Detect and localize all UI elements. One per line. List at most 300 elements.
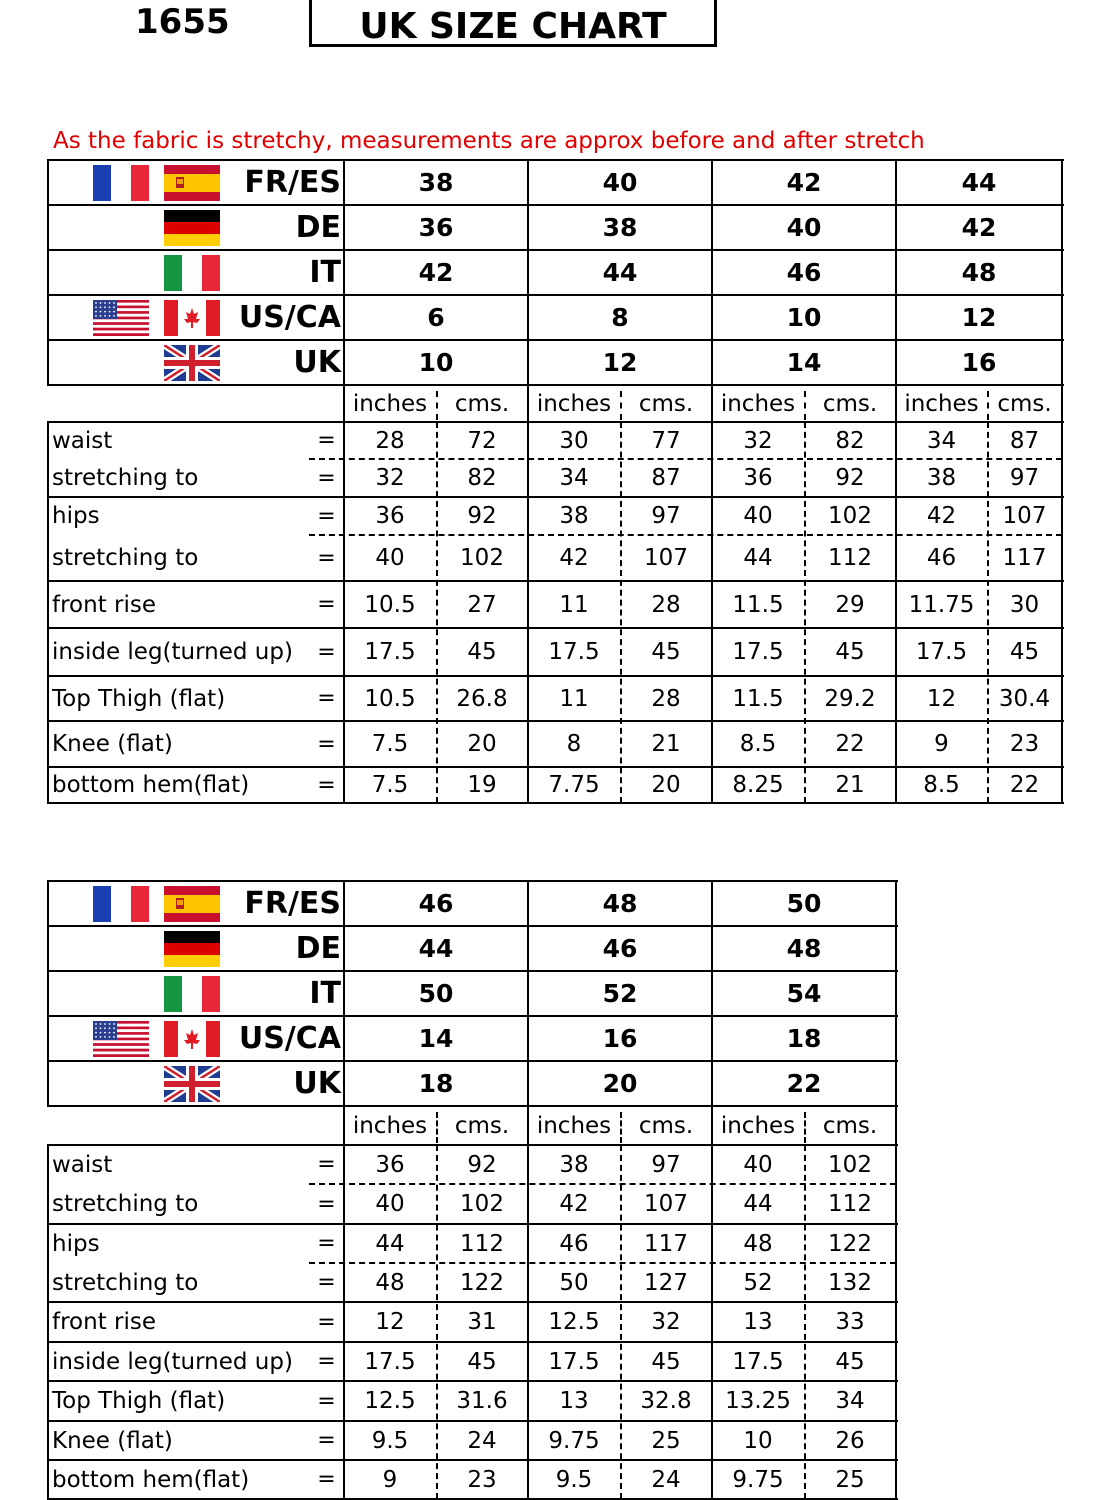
grid-line — [47, 339, 1064, 341]
inches-value: 13 — [743, 1309, 773, 1335]
size-value: 22 — [786, 1069, 822, 1098]
inches-value: 36 — [375, 1151, 405, 1178]
inches-value: 52 — [743, 1269, 773, 1296]
cms-value: 33 — [835, 1309, 865, 1335]
grid-line — [895, 421, 897, 803]
cms-value: 32 — [651, 1309, 681, 1335]
grid-line — [343, 159, 345, 386]
inches-value: 38 — [926, 465, 957, 491]
cms-value: 45 — [1009, 639, 1040, 665]
size-value: 10 — [786, 303, 822, 332]
grid-line — [47, 580, 1064, 582]
inches-value: 8 — [566, 731, 582, 757]
cms-value: 45 — [467, 1348, 497, 1375]
size-value: 48 — [602, 889, 638, 918]
inches-value: 30 — [559, 427, 589, 454]
size-value: 20 — [602, 1069, 638, 1098]
cms-value: 34 — [835, 1388, 865, 1414]
cms-value: 23 — [1009, 731, 1040, 757]
measurement-label: front rise — [52, 1309, 157, 1335]
grid-line — [47, 880, 49, 1107]
cms-value: 23 — [467, 1466, 497, 1493]
size-value: 52 — [602, 979, 638, 1008]
cms-value: 28 — [651, 685, 681, 712]
grid-line — [1061, 385, 1063, 422]
cms-value: 24 — [651, 1466, 681, 1493]
inches-value: 7.75 — [548, 772, 600, 798]
inches-value: 44 — [743, 545, 773, 571]
grid-line — [47, 1060, 898, 1062]
measurement-label: hips — [52, 1230, 100, 1257]
uk-flag-icon — [164, 345, 220, 381]
size-value: 40 — [786, 213, 822, 242]
size-value: 36 — [418, 213, 454, 242]
grid-line — [711, 1106, 713, 1145]
equals-sign: = — [317, 639, 336, 665]
country-label: IT — [309, 976, 341, 1011]
cms-value: 127 — [644, 1269, 688, 1296]
size-value: 8 — [611, 303, 629, 332]
canada-flag-icon — [164, 1021, 220, 1057]
cms-value: 22 — [835, 731, 865, 757]
spain-flag-icon — [164, 886, 220, 922]
cms-value: 26 — [835, 1427, 865, 1454]
grid-line — [527, 159, 529, 386]
inches-value: 32 — [375, 465, 405, 491]
inches-value: 42 — [559, 1191, 589, 1217]
grid-line — [47, 421, 49, 803]
cms-value: 92 — [467, 503, 497, 529]
column-divider — [987, 422, 989, 803]
inches-value: 12 — [375, 1309, 405, 1335]
grid-line — [527, 1144, 529, 1499]
cms-value: 30.4 — [998, 685, 1051, 712]
cms-value: 25 — [835, 1466, 865, 1493]
cms-value: 26.8 — [456, 685, 508, 712]
inches-value: 10 — [743, 1427, 773, 1454]
grid-line — [895, 159, 897, 386]
grid-line — [711, 1144, 713, 1499]
unit-header-inches: inches — [536, 390, 612, 417]
cms-value: 97 — [651, 1151, 681, 1178]
inches-value: 11.5 — [732, 591, 784, 618]
grid-line — [711, 880, 713, 1107]
size-value: 42 — [418, 258, 454, 287]
inches-value: 17.5 — [732, 1348, 784, 1375]
country-label: US/CA — [238, 300, 341, 335]
cms-value: 107 — [1002, 503, 1047, 529]
uk-flag-icon — [164, 1066, 220, 1102]
inches-value: 8.25 — [732, 772, 784, 798]
france-flag-icon — [93, 886, 149, 922]
equals-sign: = — [317, 686, 336, 711]
column-divider — [804, 1145, 806, 1499]
grid-line — [47, 249, 1064, 251]
cms-value: 21 — [651, 731, 681, 757]
grid-line — [895, 880, 897, 1107]
unit-header-inches: inches — [536, 1112, 612, 1139]
equals-sign: = — [317, 1309, 336, 1335]
inches-value: 38 — [559, 1151, 589, 1178]
grid-line — [47, 1144, 49, 1499]
inches-value: 32 — [743, 427, 773, 454]
cms-value: 97 — [651, 503, 681, 529]
cms-value: 102 — [828, 1151, 872, 1178]
inches-value: 17.5 — [732, 639, 784, 665]
column-divider — [804, 391, 806, 420]
unit-header-inches: inches — [352, 1112, 428, 1139]
cms-value: 21 — [835, 772, 865, 798]
grid-line — [343, 1106, 345, 1145]
cms-value: 32.8 — [640, 1388, 692, 1414]
inches-value: 48 — [743, 1230, 773, 1257]
grid-line — [47, 880, 898, 882]
column-divider — [804, 1112, 806, 1143]
inches-value: 12 — [926, 685, 957, 712]
inches-value: 17.5 — [548, 639, 600, 665]
equals-sign: = — [317, 592, 336, 617]
size-value: 44 — [418, 934, 454, 963]
equals-sign: = — [317, 772, 336, 798]
cms-value: 30 — [1009, 591, 1040, 618]
grid-line — [47, 627, 1064, 629]
style-code: 1655 — [135, 2, 230, 42]
unit-header-inches: inches — [720, 1112, 796, 1139]
measurement-label: Knee (flat) — [52, 1427, 173, 1454]
grid-line — [47, 802, 1064, 804]
cms-value: 112 — [460, 1230, 504, 1257]
size-value: 12 — [602, 348, 638, 377]
cms-value: 22 — [1009, 772, 1040, 798]
column-divider — [620, 1145, 622, 1499]
size-value: 46 — [786, 258, 822, 287]
inches-value: 17.5 — [364, 1348, 416, 1375]
inches-value: 42 — [559, 545, 589, 571]
inches-value: 13 — [559, 1388, 589, 1414]
equals-sign: = — [317, 1231, 336, 1256]
grid-line — [47, 1015, 898, 1017]
grid-line — [47, 720, 1064, 722]
cms-value: 45 — [835, 639, 865, 665]
inches-value: 11.5 — [732, 685, 784, 712]
cms-value: 82 — [835, 427, 865, 454]
inches-value: 7.5 — [371, 731, 409, 757]
inches-value: 17.5 — [548, 1348, 600, 1375]
inches-value: 11.75 — [908, 591, 975, 618]
size-value: 40 — [602, 168, 638, 197]
size-value: 48 — [961, 258, 997, 287]
inches-value: 34 — [559, 465, 589, 491]
canada-flag-icon — [164, 300, 220, 336]
inches-value: 9 — [934, 731, 949, 757]
unit-header-cms: cms. — [638, 390, 694, 417]
cms-value: 27 — [467, 591, 497, 618]
inches-value: 44 — [743, 1191, 773, 1217]
country-label: US/CA — [238, 1021, 341, 1056]
inches-value: 9.5 — [555, 1466, 593, 1493]
size-value: 42 — [786, 168, 822, 197]
inches-value: 10.5 — [364, 685, 416, 712]
size-value: 54 — [786, 979, 822, 1008]
germany-flag-icon — [164, 210, 220, 246]
inches-value: 9.5 — [371, 1427, 409, 1454]
row-divider — [309, 1262, 896, 1264]
cms-value: 24 — [467, 1427, 497, 1454]
grid-line — [527, 421, 529, 803]
country-label: FR/ES — [244, 886, 341, 921]
column-divider — [804, 422, 806, 803]
cms-value: 122 — [460, 1269, 504, 1296]
measurement-label: inside leg(turned up) — [52, 639, 293, 665]
inches-value: 50 — [559, 1269, 589, 1296]
unit-header-cms: cms. — [454, 1112, 510, 1139]
size-value: 46 — [602, 934, 638, 963]
column-divider — [436, 1145, 438, 1499]
cms-value: 87 — [651, 465, 681, 491]
inches-value: 46 — [926, 545, 957, 571]
cms-value: 31 — [467, 1309, 497, 1335]
cms-value: 45 — [651, 639, 681, 665]
cms-value: 45 — [651, 1348, 681, 1375]
grid-line — [47, 925, 898, 927]
france-flag-icon — [93, 165, 149, 201]
inches-value: 10.5 — [364, 591, 416, 618]
grid-line — [47, 1341, 898, 1343]
grid-line — [1061, 421, 1063, 803]
cms-value: 87 — [1009, 427, 1040, 454]
inches-value: 11 — [559, 685, 589, 712]
inches-value: 9.75 — [548, 1427, 600, 1454]
cms-value: 112 — [828, 545, 872, 571]
grid-line — [47, 970, 898, 972]
cms-value: 102 — [460, 1191, 504, 1217]
cms-value: 20 — [651, 772, 681, 798]
column-divider — [620, 422, 622, 803]
equals-sign: = — [317, 428, 336, 453]
unit-header-inches: inches — [352, 390, 428, 417]
measurement-label: stretching to — [52, 1269, 199, 1296]
inches-value: 17.5 — [364, 639, 416, 665]
size-value: 50 — [418, 979, 454, 1008]
size-value: 44 — [961, 168, 997, 197]
measurement-label: stretching to — [52, 465, 199, 491]
column-divider — [436, 422, 438, 803]
cms-value: 92 — [835, 465, 865, 491]
inches-value: 17.5 — [915, 639, 968, 665]
cms-value: 82 — [467, 465, 497, 491]
country-label: FR/ES — [244, 165, 341, 200]
grid-line — [711, 159, 713, 386]
equals-sign: = — [317, 1467, 336, 1492]
measurement-label: stretching to — [52, 545, 199, 571]
equals-sign: = — [317, 1349, 336, 1374]
measurement-label: stretching to — [52, 1191, 199, 1217]
inches-value: 46 — [559, 1230, 589, 1257]
inches-value: 13.25 — [725, 1388, 791, 1414]
grid-line — [895, 385, 897, 422]
cms-value: 28 — [651, 591, 681, 618]
column-divider — [436, 1112, 438, 1143]
size-value: 50 — [786, 889, 822, 918]
inches-value: 11 — [559, 591, 589, 618]
cms-value: 102 — [828, 503, 872, 529]
grid-line — [47, 766, 1064, 768]
cms-value: 132 — [828, 1269, 872, 1296]
grid-line — [527, 880, 529, 1107]
unit-header-cms: cms. — [454, 390, 510, 417]
unit-header-cms: cms. — [822, 1112, 878, 1139]
inches-value: 40 — [743, 503, 773, 529]
cms-value: 102 — [460, 545, 504, 571]
country-label: DE — [295, 931, 341, 966]
cms-value: 117 — [1002, 545, 1047, 571]
equals-sign: = — [317, 1152, 336, 1177]
size-value: 6 — [427, 303, 445, 332]
equals-sign: = — [317, 465, 336, 491]
grid-line — [47, 496, 1064, 498]
equals-sign: = — [317, 1428, 336, 1453]
cms-value: 45 — [467, 639, 497, 665]
grid-line — [47, 1380, 898, 1382]
column-divider — [436, 391, 438, 420]
row-divider — [309, 458, 1062, 460]
cms-value: 19 — [467, 772, 497, 798]
inches-value: 42 — [926, 503, 957, 529]
row-divider — [309, 1183, 896, 1185]
inches-value: 8.5 — [739, 731, 777, 757]
unit-header-cms: cms. — [997, 390, 1052, 417]
unit-header-cms: cms. — [822, 390, 878, 417]
cms-value: 107 — [644, 545, 688, 571]
measurement-label: Top Thigh (flat) — [52, 1388, 226, 1414]
cms-value: 112 — [828, 1191, 872, 1217]
measurement-label: Top Thigh (flat) — [52, 685, 226, 712]
cms-value: 31.6 — [456, 1388, 508, 1414]
size-value: 44 — [602, 258, 638, 287]
inches-value: 12.5 — [548, 1309, 600, 1335]
column-divider — [987, 391, 989, 420]
country-label: UK — [293, 1066, 341, 1101]
equals-sign: = — [317, 1388, 336, 1414]
italy-flag-icon — [164, 255, 220, 291]
grid-line — [47, 1301, 898, 1303]
usa-flag-icon — [93, 300, 149, 336]
unit-header-cms: cms. — [638, 1112, 694, 1139]
page-title: UK SIZE CHART — [309, 0, 717, 47]
size-value: 14 — [786, 348, 822, 377]
grid-line — [47, 1223, 898, 1225]
size-value: 12 — [961, 303, 997, 332]
grid-line — [527, 385, 529, 422]
grid-line — [47, 1420, 898, 1422]
inches-value: 38 — [559, 503, 589, 529]
measurement-label: waist — [52, 427, 113, 454]
size-value: 38 — [602, 213, 638, 242]
grid-line — [343, 421, 345, 803]
measurement-label: bottom hem(flat) — [52, 772, 250, 798]
equals-sign: = — [317, 503, 336, 529]
cms-value: 97 — [1009, 465, 1040, 491]
cms-value: 29 — [835, 591, 865, 618]
stretch-note: As the fabric is stretchy, measurements are approx before and after stretch — [53, 128, 925, 154]
size-value: 18 — [418, 1069, 454, 1098]
measurement-label: bottom hem(flat) — [52, 1466, 250, 1493]
inches-value: 12.5 — [364, 1388, 416, 1414]
inches-value: 34 — [926, 427, 957, 454]
italy-flag-icon — [164, 976, 220, 1012]
country-label: UK — [293, 345, 341, 380]
equals-sign: = — [317, 1270, 336, 1295]
equals-sign: = — [317, 1191, 336, 1217]
spain-flag-icon — [164, 165, 220, 201]
grid-line — [47, 204, 1064, 206]
cms-value: 117 — [644, 1230, 688, 1257]
country-label: IT — [309, 255, 341, 290]
grid-line — [47, 675, 1064, 677]
grid-line — [47, 294, 1064, 296]
inches-value: 8.5 — [923, 772, 960, 798]
grid-line — [343, 1144, 345, 1499]
inches-value: 9 — [382, 1466, 398, 1493]
inches-value: 9.75 — [732, 1466, 784, 1493]
grid-line — [47, 159, 49, 386]
size-value: 16 — [602, 1024, 638, 1053]
inches-value: 28 — [375, 427, 405, 454]
unit-header-inches: inches — [720, 390, 796, 417]
germany-flag-icon — [164, 931, 220, 967]
cms-value: 45 — [835, 1348, 865, 1375]
size-value: 16 — [961, 348, 997, 377]
cms-value: 92 — [467, 1151, 497, 1178]
column-divider — [620, 1112, 622, 1143]
cms-value: 20 — [467, 731, 497, 757]
inches-value: 40 — [743, 1151, 773, 1178]
inches-value: 36 — [375, 503, 405, 529]
grid-line — [711, 385, 713, 422]
cms-value: 25 — [651, 1427, 681, 1454]
equals-sign: = — [317, 545, 336, 571]
grid-line — [527, 1106, 529, 1145]
unit-header-inches: inches — [904, 390, 979, 417]
country-label: DE — [295, 210, 341, 245]
size-value: 48 — [786, 934, 822, 963]
measurement-label: hips — [52, 503, 100, 529]
cms-value: 122 — [828, 1230, 872, 1257]
size-value: 14 — [418, 1024, 454, 1053]
grid-line — [895, 1144, 897, 1499]
measurement-label: waist — [52, 1151, 113, 1178]
size-value: 38 — [418, 168, 454, 197]
cms-value: 107 — [644, 1191, 688, 1217]
cms-value: 72 — [467, 427, 497, 454]
grid-line — [343, 880, 345, 1107]
grid-line — [47, 159, 1064, 161]
inches-value: 36 — [743, 465, 773, 491]
measurement-label: inside leg(turned up) — [52, 1348, 293, 1375]
column-divider — [620, 391, 622, 420]
size-value: 46 — [418, 889, 454, 918]
measurement-label: Knee (flat) — [52, 731, 173, 757]
cms-value: 77 — [651, 427, 681, 454]
size-value: 10 — [418, 348, 454, 377]
usa-flag-icon — [93, 1021, 149, 1057]
grid-line — [343, 385, 345, 422]
measurement-label: front rise — [52, 591, 157, 618]
grid-line — [895, 1106, 897, 1145]
inches-value: 48 — [375, 1269, 405, 1296]
grid-line — [1061, 159, 1063, 386]
equals-sign: = — [317, 731, 336, 757]
